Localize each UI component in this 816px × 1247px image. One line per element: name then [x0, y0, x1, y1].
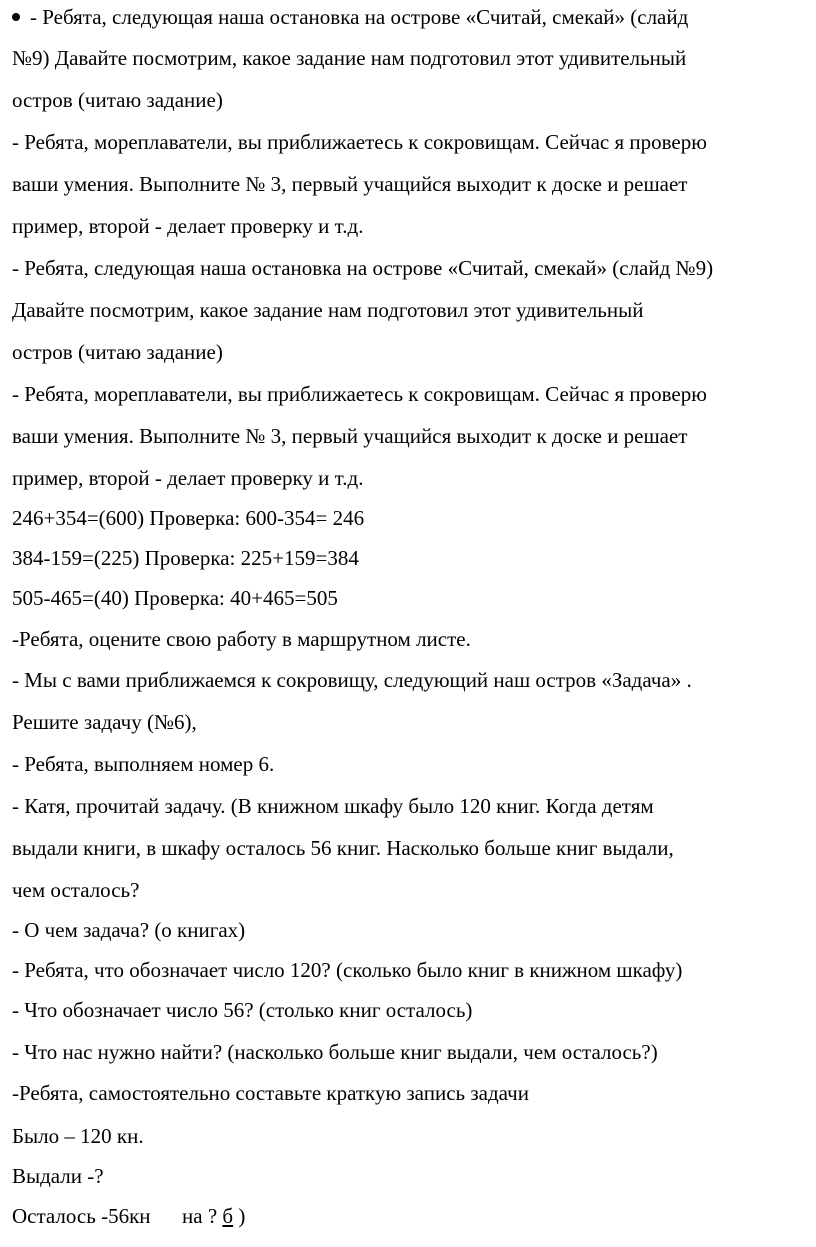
text-line-20: - Катя, прочитай задачу. (В книжном шкафу было 120 книг. Когда детям	[12, 794, 654, 818]
text-line-16: -Ребята, оцените свою работу в маршрутном листе.	[12, 627, 471, 651]
text-line-24: - Ребята, что обозначает число 120? (сколько было книг в книжном шкафу)	[12, 958, 683, 982]
text-line-29: Выдали -?	[12, 1164, 104, 1188]
text-line-23: - О чем задача? (о книгах)	[12, 918, 246, 942]
text-line-14: 384-159=(225) Проверка: 225+159=384	[12, 546, 359, 570]
text-line-6: пример, второй - делает проверку и т.д.	[12, 214, 364, 238]
text-line-27: -Ребята, самостоятельно составьте краткую запись задачи	[12, 1081, 529, 1105]
text-line-25: - Что обозначает число 56? (столько книг осталось)	[12, 998, 473, 1022]
text-line-17: - Мы с вами приближаемся к сокровищу, следующий наш остров «Задача» .	[12, 668, 692, 692]
text-line-26: - Что нас нужно найти? (насколько больше книг выдали, чем осталось?)	[12, 1040, 658, 1064]
text-line-13: 246+354=(600) Проверка: 600-354= 246	[12, 506, 365, 530]
text-line-22: чем осталось?	[12, 878, 140, 902]
text-line-18: Решите задачу (№6),	[12, 710, 197, 734]
text-line-1: - Ребята, следующая наша остановка на острове «Считай, смекай» (слайд	[12, 5, 688, 29]
text-line-11: ваши умения. Выполните № 3, первый учащийся выходит к доске и решает	[12, 424, 688, 448]
bullet-icon	[12, 13, 20, 21]
text-line-3: остров (читаю задание)	[12, 88, 223, 112]
underlined-answer: б	[222, 1204, 234, 1228]
text-line-28: Было – 120 кн.	[12, 1124, 144, 1148]
text-line-15: 505-465=(40) Проверка: 40+465=505	[12, 586, 338, 610]
text-line-9: остров (читаю задание)	[12, 340, 223, 364]
text-line-2: №9) Давайте посмотрим, какое задание нам подготовил этот удивительный	[12, 46, 687, 70]
text-line-12: пример, второй - делает проверку и т.д.	[12, 466, 364, 490]
text-line-8: Давайте посмотрим, какое задание нам подготовил этот удивительный	[12, 298, 644, 322]
text-line-21: выдали книги, в шкафу осталось 56 книг. Насколько больше книг выдали,	[12, 836, 674, 860]
text-line-19: - Ребята, выполняем номер 6.	[12, 752, 275, 776]
text-line-7: - Ребята, следующая наша остановка на острове «Считай, смекай» (слайд №9)	[12, 256, 714, 280]
text-line-4: - Ребята, мореплаватели, вы приближаетесь к сокровищам. Сейчас я проверю	[12, 130, 707, 154]
text-line-5: ваши умения. Выполните № 3, первый учащийся выходит к доске и решает	[12, 172, 688, 196]
text-line-10: - Ребята, мореплаватели, вы приближаетесь к сокровищам. Сейчас я проверю	[12, 382, 707, 406]
text-line-30: Осталось -56кн на ? б )	[12, 1204, 246, 1228]
